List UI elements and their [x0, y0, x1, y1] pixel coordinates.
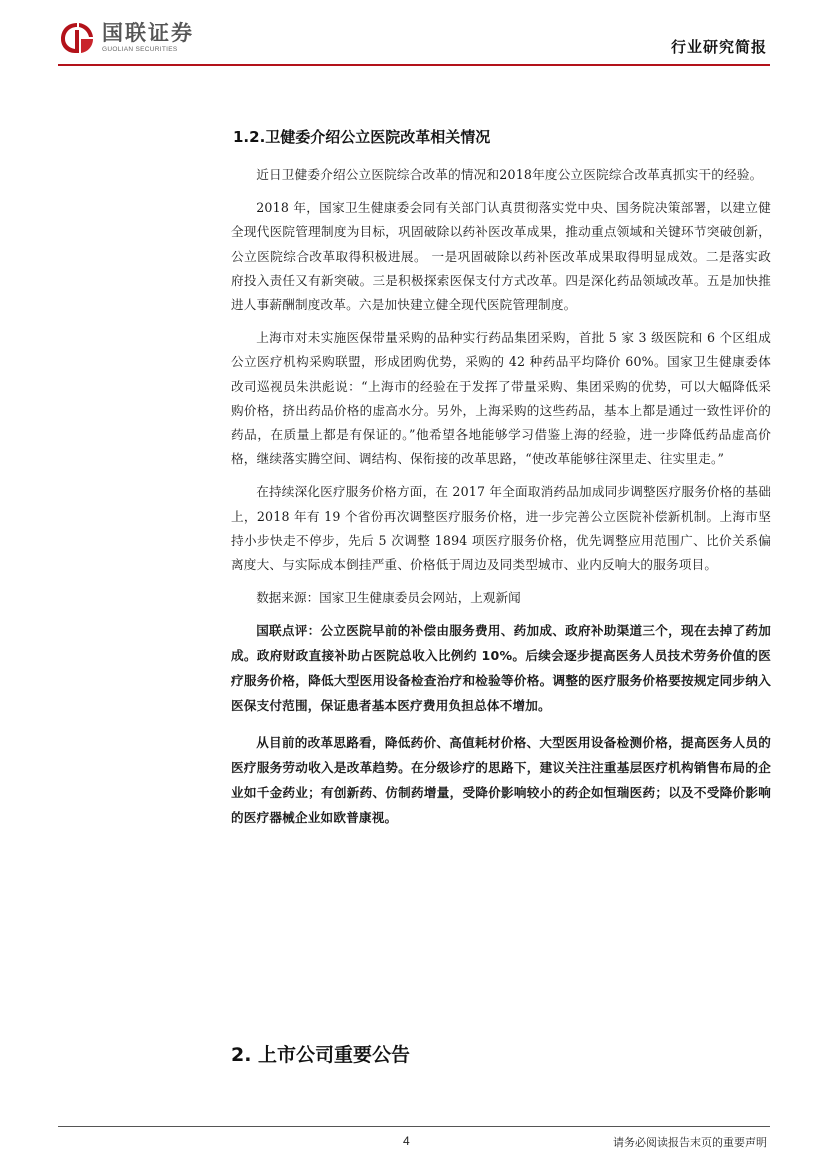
page-header [0, 0, 827, 70]
main-content [231, 126, 771, 842]
logo-english-name: GUOLIAN SECURITIES [102, 46, 178, 53]
header-divider [58, 64, 770, 66]
logo-chinese-name: 国联证券 [102, 21, 194, 45]
data-source-note: 数据来源：国家卫生健康委员会网站，上观新闻 [256, 590, 521, 606]
paragraph: 在持续深化医疗服务价格方面，在 2017 年全面取消药品加成同步调整医疗服务价格的基础上，2018 年有 19 个省份再次调整医疗服务价格，进一步完善公立医院补偿新机制。上海市坚持小步快走不停步，先后 5 次调整 1894 项医疗服务价格，优先调整应用范围广、比价关系偏离度大、与实际成本倒挂严重、价格低于周边及同类型城市、业内反响大的服务项目。 [231, 484, 771, 573]
guolian-logo-icon [58, 20, 96, 56]
disclaimer-note: 请务必阅读报告末页的重要声明 [613, 1136, 767, 1149]
paragraph: 2018 年，国家卫生健康委会同有关部门认真贯彻落实党中央、国务院决策部署，以建立健全现代医院管理制度为目标，巩固破除以药补医改革成果，推动重点领域和关键环节突破创新，公立医院综合改革取得积极进展。 一是巩固破除以药补医改革成果取得明显成效。二是落实政府投入责任又有新突破。三是积极探索医保支付方式改革。四是深化药品领域改革。五是加快推进人事薪酬制度改革。六是加快建立健全现代医院管理制度。 [231, 200, 771, 313]
next-section-title: 2. 上市公司重要公告 [231, 1044, 411, 1066]
section-title: 1.2.卫健委介绍公立医院改革相关情况 [233, 128, 491, 146]
analyst-comment: 从目前的改革思路看，降低药价、高值耗材价格、大型医用设备检测价格，提高医务人员的医疗服务劳动收入是改革趋势。在分级诊疗的思路下，建议关注注重基层医疗机构销售布局的企业如千金药业；有创新药、仿制药增量，受降价影响较小的药企如恒瑞医药；以及不受降价影响的医疗器械企业如欧普康视。 [231, 735, 771, 826]
report-type-label: 行业研究简报 [670, 38, 767, 56]
footer-divider [58, 1126, 770, 1127]
analyst-comment: 国联点评：公立医院早前的补偿由服务费用、药加成、政府补助渠道三个，现在去掉了药加成。政府财政直接补助占医院总收入比例约 10%。后续会逐步提高医务人员技术劳务价值的医疗服务价格，降低大型医用设备检查治疗和检验等价格。调整的医疗服务价格要按规定同步纳入医保支付范围，保证患者基本医疗费用负担总体不增加。 [231, 623, 771, 714]
company-logo [58, 20, 194, 56]
page-number: 4 [403, 1134, 410, 1148]
paragraph: 近日卫健委介绍公立医院综合改革的情况和2018年度公立医院综合改革真抓实干的经验。 [256, 167, 763, 182]
paragraph: 上海市对未实施医保带量采购的品种实行药品集团采购，首批 5 家 3 级医院和 6 个区组成公立医疗机构采购联盟，形成团购优势，采购的 42 种药品平均降价 60%。国家卫生健康委体改司巡视员朱洪彪说：“上海市的经验在于发挥了带量采购、集团采购的优势，可以大幅降低采购价格，挤出药品价格的虚高水分。另外，上海采购的这些药品，基本上都是通过一致性评价的药品，在质量上都是有保证的。”他希望各地能够学习借鉴上海的经验，进一步降低药品虚高价格，继续落实腾空间、调结构、保衔接的改革思路，“使改革能够往深里走、往实里走。” [231, 330, 771, 467]
